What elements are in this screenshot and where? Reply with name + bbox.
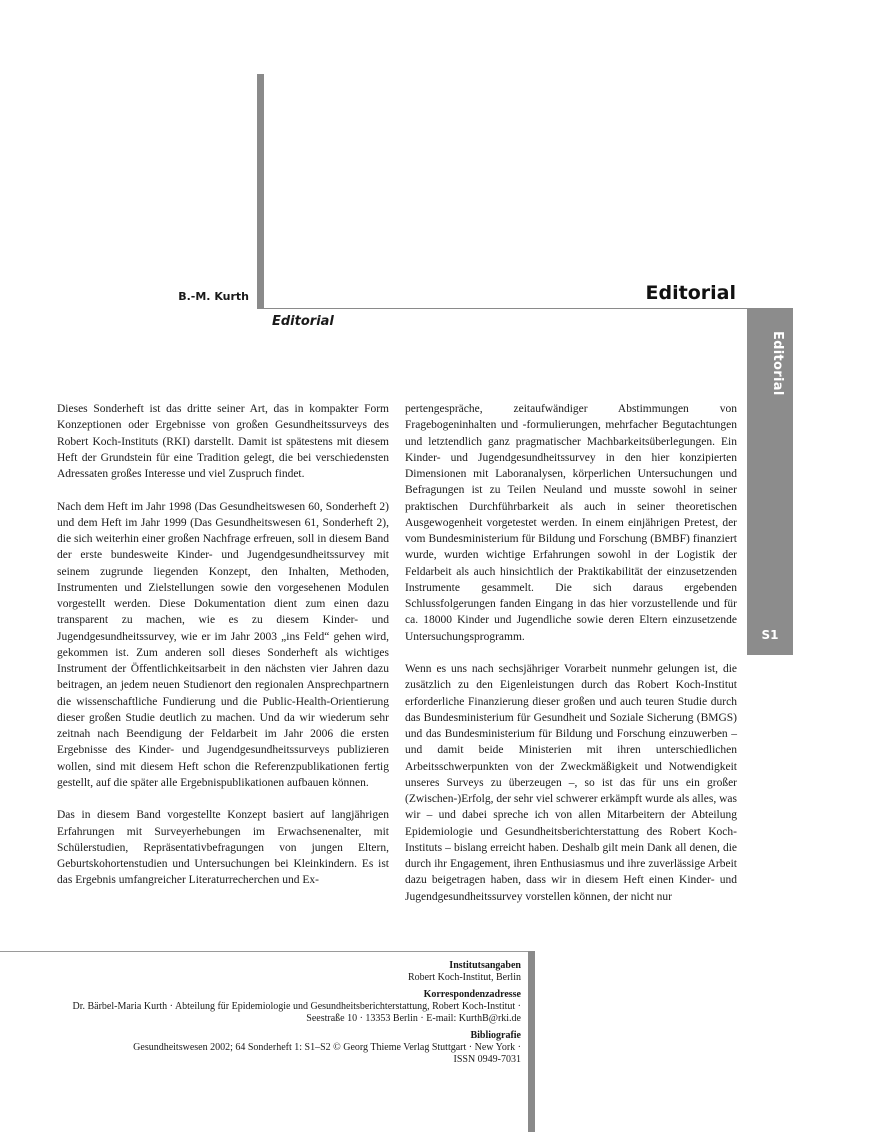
paragraph: Wenn es uns nach sechsjähriger Vorarbeit nunmehr gelungen ist, die zusätzlich zu den Eigenleistungen durch das Robert Koch-Institut erforderliche Finanzierung dieser großen und auch teuren Studie durch das Bundesministerium für Gesundheit und Soziale Sicherung (BMGS) und das Bundesministerium für Bildung und Forschung einzuwerben – und damit beide Ministerien mit ihren unterschiedlichen Arbeitsschwerpunkten von der Zweckmäßigkeit und Notwendigkeit unseres Surveys zu überzeugen –, so ist das für uns ein großer (Zwischen-)Erfolg, der sehr viel schwerer erkämpft wurde als alles, was wir – und dabei spreche ich von allen Mitarbeitern der Abteilung Epidemiologie und Gesundheitsberichterstattung des Robert Koch-Instituts – bislang erreicht haben. Deshalb gilt mein Dank all denen, die durch ihr Engagement, ihren Enthusiasmus und ihre zuverlässige Arbeit dazu beigetragen haben, dass wir in diesem Heft einen Kinder- und Jugendgesundheitssurvey vorstellen können, der nicht nur <box>405 663 737 903</box>
correspondence-line: Seestraße 10 · 13353 Berlin · E-mail: KurthB@rki.de <box>306 1013 521 1024</box>
paragraph: Das in diesem Band vorgestellte Konzept basiert auf langjährigen Erfahrungen mit Surveyerhebungen im Erwachsenenalter, mit Schülerstudien, Repräsentativbefragungen von jungen Eltern, Geburtskohortenstudien und Untersuchungen bei Kleinkindern. Es ist das Ergebnis umfangreicher Literaturrecherchen und Ex- <box>57 809 389 887</box>
header-horizontal-rule <box>257 308 793 309</box>
page-number: S1 <box>761 628 779 642</box>
body-column-left <box>57 401 389 889</box>
sidebar-section-label: Editorial <box>770 331 785 396</box>
bibliography-block <box>21 1030 521 1066</box>
bibliography-line: ISSN 0949-7031 <box>453 1054 521 1065</box>
footer-vertical-rule <box>528 951 535 1132</box>
correspondence-block <box>21 989 521 1025</box>
bibliography-line: Gesundheitswesen 2002; 64 Sonderheft 1: S1–S2 © Georg Thieme Verlag Stuttgart · New York · <box>133 1042 521 1053</box>
correspondence-label: Korrespondenzadresse <box>423 989 521 1000</box>
section-sidebar <box>747 309 793 655</box>
body-column-right <box>405 401 737 905</box>
paragraph: pertengespräche, zeitaufwändiger Abstimmungen von Fragebogeninhalten und -formulierungen, mehrfacher Begutachtungen und letztendlich ganz pragmatischer Machbarkeitsüberlegungen. Ein Kinder- und Jugendgesundheitssurvey in den hier konzipierten Dimensionen mit Laboranalysen, körperlichen Untersuchungen und Befragungen ist zu Teilen Neuland und musste sowohl in seiner praktischen Durchführbarkeit als auch in seiner theoretischen Ausgewogenheit vorgetestet werden. In einem einjährigen Pretest, der vom Bundesministerium für Bildung und Forschung (BMBF) finanziert wurde, wurden wichtige Erfahrungen sowohl in der Logistik der Feldarbeit als auch hinsichtlich der Praktikabilität der einzusetzenden Instrumente gesammelt. Die sich daraus ergebenden Schlussfolgerungen fanden Eingang in das hier vorzustellende und für ca. 18000 Kinder und Jugendliche sowie deren Eltern einzusetzende Untersuchungsprogramm. <box>405 403 737 643</box>
paragraph: Dieses Sonderheft ist das dritte seiner Art, das in kompakter Form Konzeptionen oder Ergebnisse von großen Gesundheitssurveys des Robert Koch-Instituts (RKI) darstellt. Damit ist spätestens mit diesem Heft der Grundstein für eine Tradition gelegt, die bei verschiedensten Adressaten großes Interesse und viel Zuspruch findet. <box>57 403 389 480</box>
institution-label: Institutsangaben <box>449 960 521 971</box>
author-name: B.-M. Kurth <box>178 290 249 303</box>
section-heading: Editorial <box>645 282 736 304</box>
institution-block <box>21 960 521 984</box>
footer-rule <box>0 951 530 952</box>
institution-text: Robert Koch-Institut, Berlin <box>407 972 521 983</box>
article-info-footer <box>21 960 521 1071</box>
article-title: Editorial <box>272 314 334 329</box>
paragraph: Nach dem Heft im Jahr 1998 (Das Gesundheitswesen 60, Sonderheft 2) und dem Heft im Jahr 1999 (Das Gesundheitswesen 61, Sonderheft 2), die sich weiterhin einer großen Nachfrage erfreuen, soll in diesem Band der erste bundesweite Kinder- und Jugendgesundheitssurvey mit seinem zugrunde liegenden Konzept, den Inhalten, Methoden, Instrumenten und Zielstellungen sowie den vorgesehenen Modulen vorgestellt werden. Diese Dokumentation dient zum einen dazu transparent zu machen, wie es zu diesem Kinder- und Jugendgesundheitssurvey, wie er im Jahr 2003 „ins Feld“ gehen wird, gekommen ist. Zum anderen soll dieses Sonderheft als wichtiges Instrument der Öffentlichkeitsarbeit in den nächsten vier Jahren dazu beitragen, an jedem neuen Studienort den regionalen Ansprechpartnern die wissenschaftliche Fundierung und die Public-Health-Orientierung dieser großen Studie deutlich zu machen. Und da wir wiederum sehr zeitnah nach Beendigung der Feldarbeit im Jahr 2006 die ersten Ergebnisse des Kinder- und Jugendgesundheitssurveys publizieren wollen, sind mit diesem Heft schon die Referenzpublikationen fertig gestellt, auf die später alle Ergebnispublikationen aufbauen können. <box>57 500 389 789</box>
bibliography-label: Bibliografie <box>470 1030 521 1041</box>
header-vertical-rule <box>257 74 264 309</box>
correspondence-line: Dr. Bärbel-Maria Kurth · Abteilung für Epidemiologie und Gesundheitsberichterstattung, Robert Koch-Institut · <box>72 1001 521 1012</box>
